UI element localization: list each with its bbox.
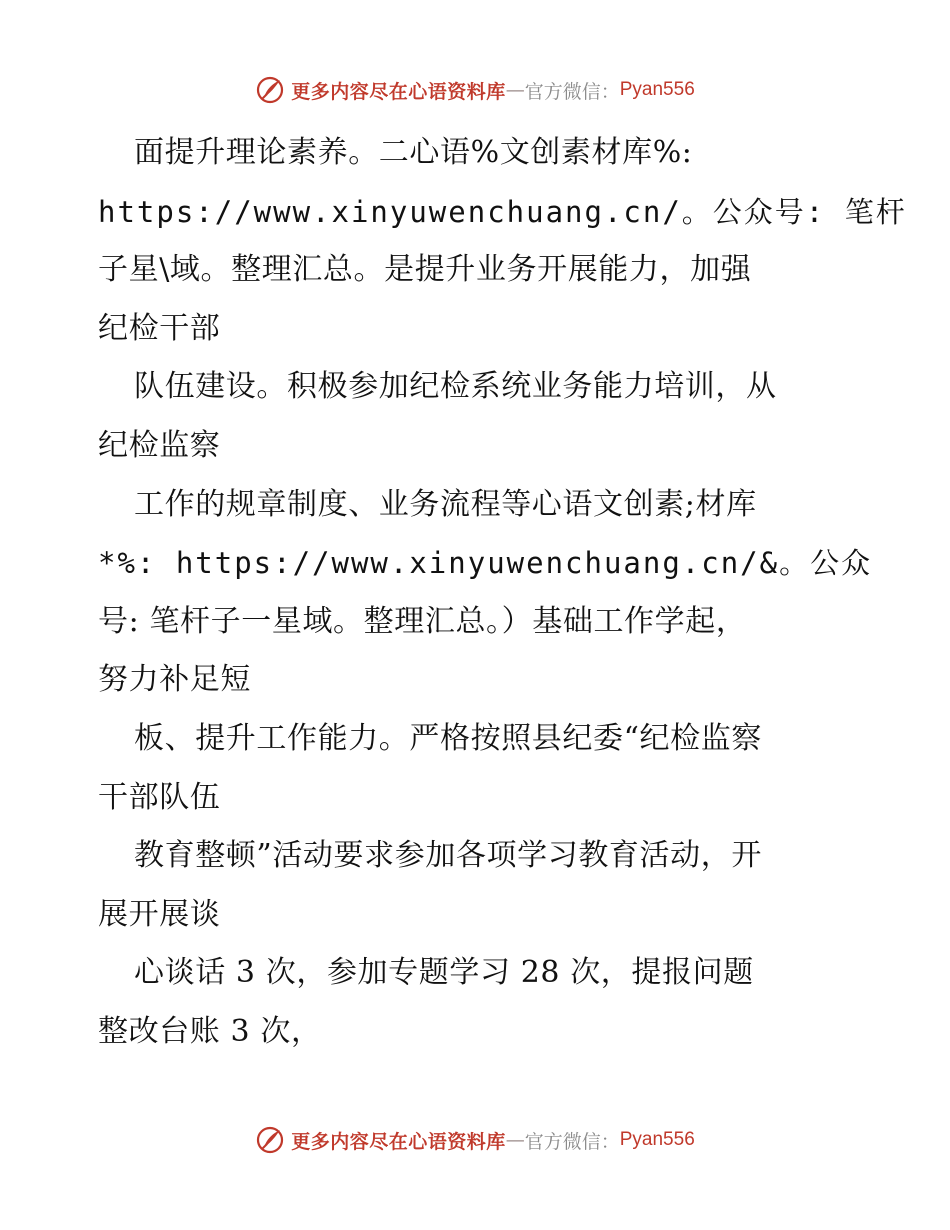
body-line-9: 号: 笔杆子一星域。整理汇总。）基础工作学起， [98,603,747,639]
body-line-3: 子星\域。整理汇总。是提升业务开展能力，加强 [98,252,752,288]
body-line-4: 纪检干部 [98,310,221,346]
watermark-main-text: 更多内容尽在心语资料库 [291,1130,506,1153]
watermark-wechat-id: Pyan556 [619,79,695,100]
feather-pen-logo-icon [255,75,285,105]
watermark-separator: — [505,1129,525,1151]
body-line-16: 整改台账 3 次， [98,1013,322,1049]
footer-watermark [0,1120,950,1160]
body-line-5: 队伍建设。积极参加纪检系统业务能力培训，从 [134,369,777,405]
document-body [98,124,907,1062]
body-line-13: 教育整顿”活动要求参加各项学习教育活动，开 [134,838,762,874]
body-line-10: 努力补足短 [98,662,251,698]
watermark-main-text: 更多内容尽在心语资料库 [291,80,506,103]
body-line-2: https://www.xinyuwenchuang.cn/。公众号: 笔杆 [98,194,907,229]
body-line-12: 干部队伍 [98,779,221,815]
header-watermark [0,70,950,110]
body-line-6: 纪检监察 [98,427,221,463]
body-line-14: 展开展谈 [98,896,221,932]
watermark-wechat-label: 官方微信： [524,1130,620,1153]
watermark-separator: — [505,79,525,101]
watermark-wechat-label: 官方微信： [524,80,620,103]
feather-pen-logo-icon [255,1125,285,1155]
watermark-wechat-id: Pyan556 [619,1129,695,1150]
body-line-8: *%: https://www.xinyuwenchuang.cn/&。公众 [98,546,873,581]
body-line-11: 板、提升工作能力。严格按照县纪委“纪检监察 [134,720,762,756]
body-line-15: 心谈话 3 次，参加专题学习 28 次，提报问题 [134,955,754,991]
body-line-1: 面提升理论素养。二心语%文创素材库%: [134,135,693,170]
body-line-7: 工作的规章制度、业务流程等心语文创素;材库 [134,486,757,522]
